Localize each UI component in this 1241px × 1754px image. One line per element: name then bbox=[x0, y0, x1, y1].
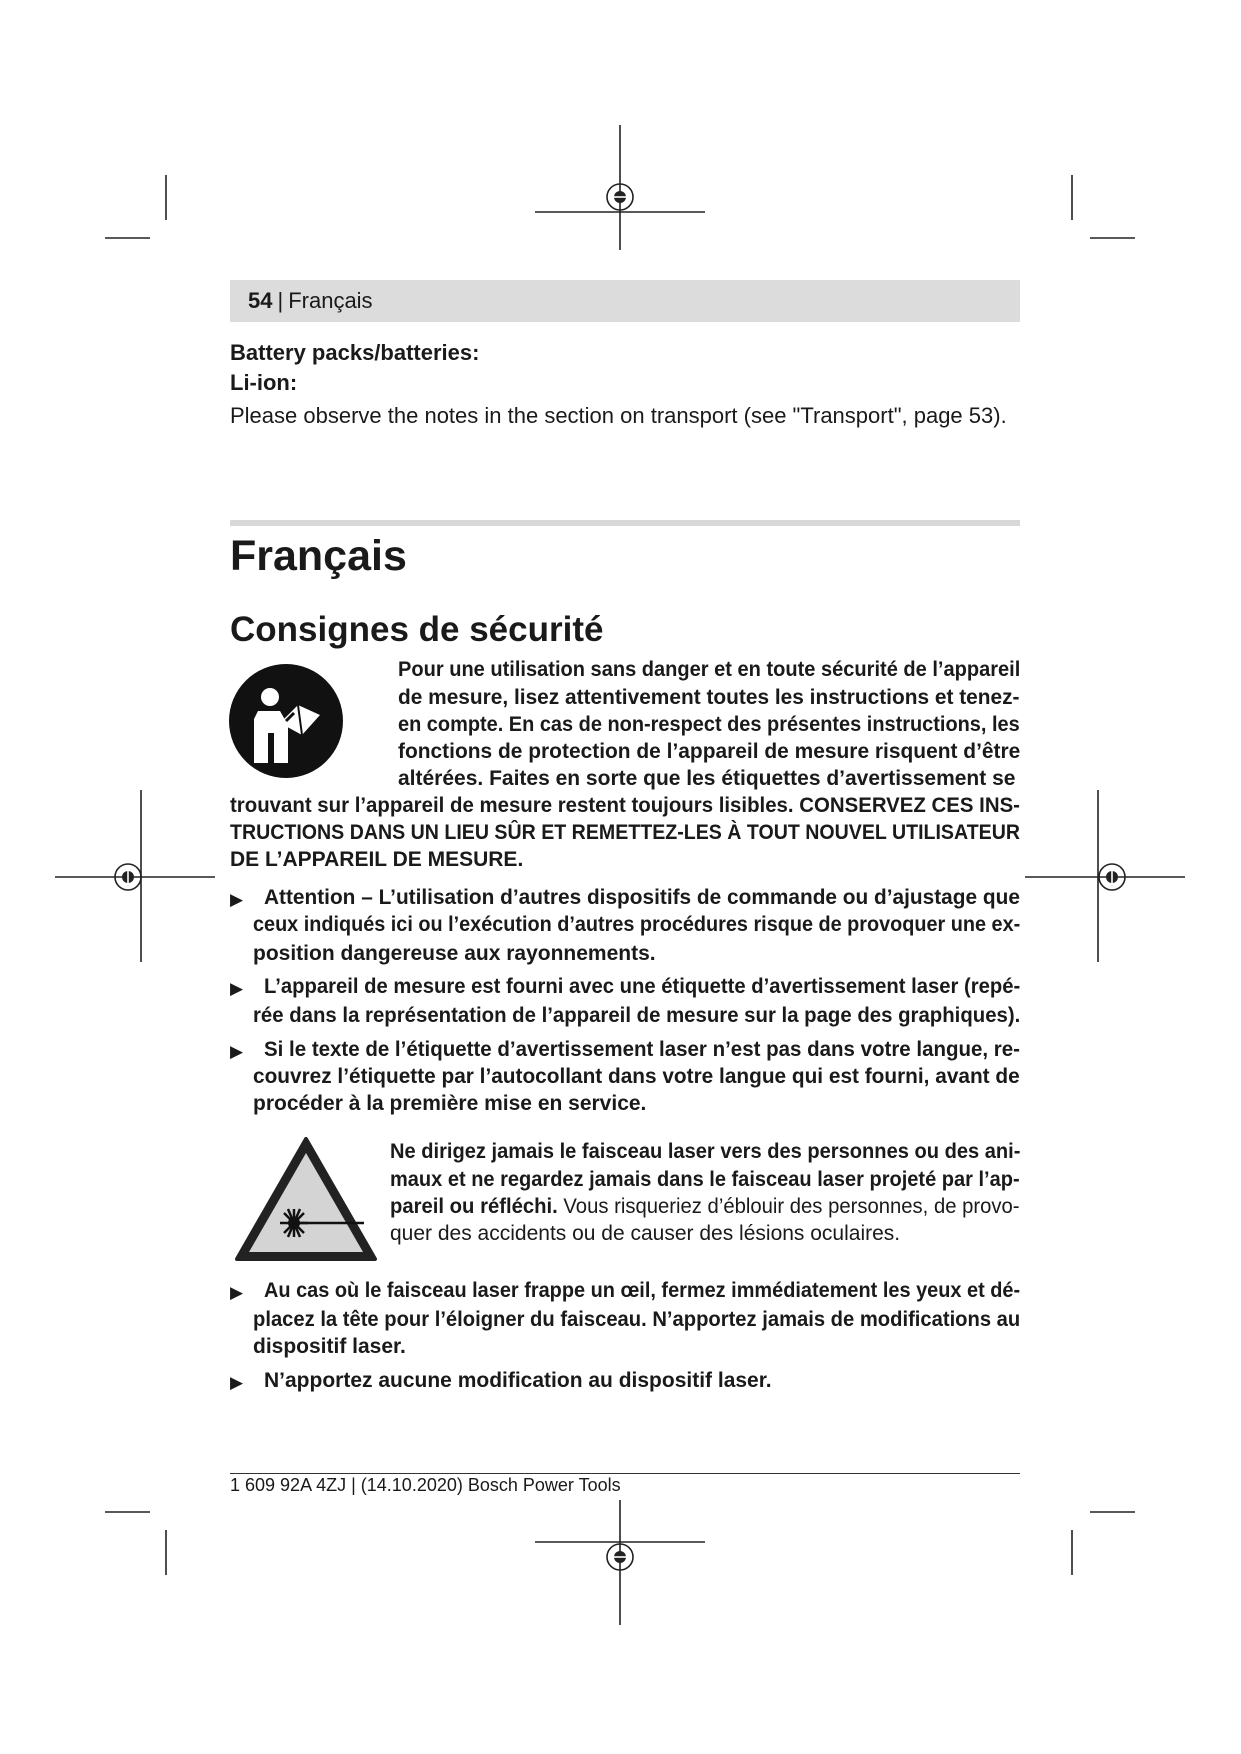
page-footer: 1 609 92A 4ZJ | (14.10.2020) Bosch Power Tools bbox=[230, 1475, 621, 1495]
bullet-triangle-icon: ▶ bbox=[230, 890, 244, 909]
bullet-line: Au cas où le faisceau laser frappe un œil, fermez immédiatement les yeux et dé- bbox=[264, 1279, 1021, 1302]
bullet-line: L’appareil de mesure est fourni avec une étiquette d’avertissement laser (repé- bbox=[264, 975, 1021, 998]
intro-line: trouvant sur l’appareil de mesure restent toujours lisibles. CONSERVEZ CES INS- bbox=[230, 794, 1020, 817]
bullet-line: rée dans la représentation de l’appareil de mesure sur la page des graphiques). bbox=[253, 1004, 1021, 1027]
page-header: 54 | Français bbox=[230, 280, 1020, 322]
brand: Bosch Power Tools bbox=[467, 1475, 621, 1495]
battery-note: Please observe the notes in the section on transport (see "Transport", page 53). bbox=[230, 403, 1007, 428]
intro-line: de mesure, lisez attentivement toutes les instructions et tenez- bbox=[398, 686, 1020, 709]
bullet-triangle-icon: ▶ bbox=[230, 1373, 244, 1392]
section-rule bbox=[230, 520, 1020, 526]
intro-line: altérées. Faites en sorte que les étiquettes d’avertissement se bbox=[398, 767, 1016, 790]
laser-line: quer des accidents ou de causer des lésions oculaires. bbox=[390, 1222, 901, 1245]
laser-warning-icon bbox=[234, 1135, 379, 1263]
section-title: Français bbox=[230, 532, 407, 580]
intro-line: fonctions de protection de l’appareil de mesure risquent d’être bbox=[398, 740, 1021, 763]
bullet-line: Si le texte de l’étiquette d’avertissement laser n’est pas dans votre langue, re- bbox=[264, 1038, 1020, 1061]
bullet-line: dispositif laser. bbox=[253, 1335, 406, 1358]
laser-line: Ne dirigez jamais le faisceau laser vers des personnes ou des ani- bbox=[390, 1140, 1021, 1163]
bullet-triangle-icon: ▶ bbox=[230, 1283, 244, 1302]
liion-label: Li-ion: bbox=[230, 370, 298, 395]
intro-line: Pour une utilisation sans danger et en toute sécurité de l’appareil bbox=[398, 658, 1021, 681]
bullet-line: ceux indiqués ici ou l’exécution d’autres procédures risque de provoquer une ex- bbox=[253, 913, 1021, 936]
battery-title: Battery packs/batteries: bbox=[230, 340, 480, 365]
bullet-line: couvrez l’étiquette par l’autocollant dans votre langue qui est fourni, avant de bbox=[253, 1065, 1020, 1088]
intro-line: DE L’APPAREIL DE MESURE. bbox=[230, 848, 524, 871]
header-section: Français bbox=[288, 288, 373, 313]
subsection-title: Consignes de sécurité bbox=[230, 610, 604, 649]
doc-number: 1 609 92A 4ZJ bbox=[230, 1475, 347, 1495]
bullet-triangle-icon: ▶ bbox=[230, 979, 244, 998]
footer-rule bbox=[230, 1473, 1020, 1474]
bullet-line: placez la tête pour l’éloigner du faisceau. N’apportez jamais de modifications au bbox=[253, 1308, 1021, 1331]
laser-line-bold: pareil ou réfléchi. bbox=[390, 1195, 558, 1218]
laser-line-normal: Vous risqueriez d’éblouir des personnes, de provo- bbox=[557, 1195, 1020, 1218]
read-manual-icon bbox=[228, 663, 344, 779]
laser-line-mixed bbox=[390, 1193, 1020, 1221]
bullet-line: position dangereuse aux rayonnements. bbox=[253, 942, 656, 965]
bullet-line: procéder à la première mise en service. bbox=[253, 1092, 647, 1115]
bullet-triangle-icon: ▶ bbox=[230, 1042, 244, 1061]
doc-date: (14.10.2020) bbox=[360, 1475, 463, 1495]
bullet-line: Attention – L’utilisation d’autres dispositifs de commande ou d’ajustage que bbox=[264, 886, 1020, 909]
page-number: 54 bbox=[248, 288, 273, 313]
laser-line: maux et ne regardez jamais dans le faisceau laser projeté par l’ap- bbox=[390, 1168, 1020, 1191]
intro-line: en compte. En cas de non-respect des présentes instructions, les bbox=[398, 713, 1020, 736]
bullet-line: N’apportez aucune modification au dispositif laser. bbox=[264, 1369, 772, 1392]
intro-line: TRUCTIONS DANS UN LIEU SÛR ET REMETTEZ-LES À TOUT NOUVEL UTILISATEUR bbox=[230, 821, 1021, 844]
